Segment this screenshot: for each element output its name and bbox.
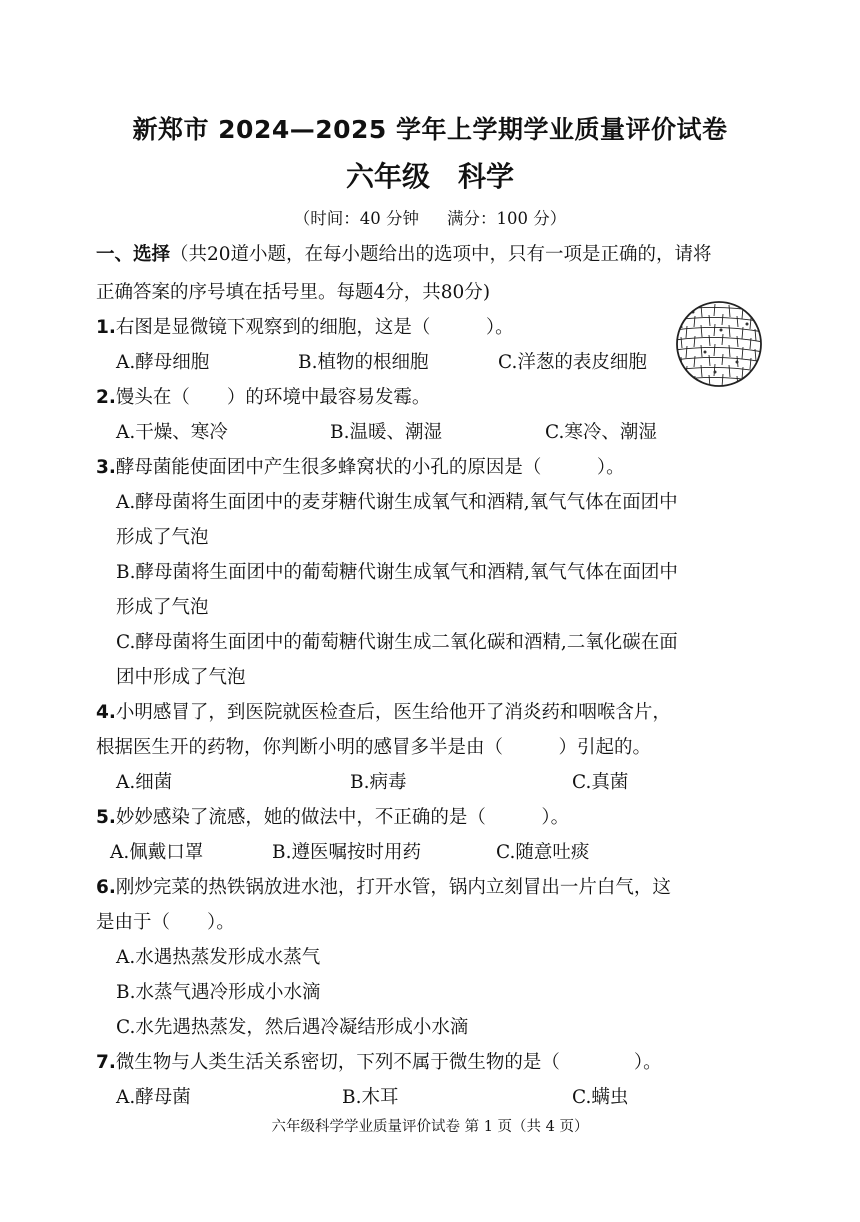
question-7-option-b: B.木耳 (342, 1087, 399, 1108)
grade-label: 六年级 (345, 160, 430, 193)
question-2-option-a: A.干燥、寒冷 (116, 422, 228, 443)
question-6-stem-cont: 是由于（ ）。 (96, 912, 235, 933)
question-7-stem: 7.微生物与人类生活关系密切，下列不属于微生物的是（ ）。 (96, 1052, 662, 1073)
question-6-option-a: A.水遇热蒸发形成水蒸气 (116, 947, 321, 968)
question-2-option-c: C.寒冷、潮湿 (545, 422, 657, 443)
question-5-option-b: B.遵医嘱按时用药 (272, 842, 421, 863)
question-5-stem: 5.妙妙感染了流感，她的做法中，不正确的是（ ）。 (96, 807, 570, 828)
exam-time-score (0, 205, 860, 229)
subject-label: 科学 (458, 160, 515, 193)
question-5-option-a: A.佩戴口罩 (110, 842, 204, 863)
question-1-option-b: B.植物的根细胞 (298, 352, 429, 373)
question-6-stem: 6.刚炒完菜的热铁锅放进水池，打开水管，锅内立刻冒出一片白气，这 (96, 877, 671, 898)
question-3-stem: 3.酵母菌能使面团中产生很多蜂窝状的小孔的原因是（ ）。 (96, 457, 625, 478)
question-3-option-b-cont: 形成了气泡 (116, 597, 209, 618)
question-3-option-c: C.酵母菌将生面团中的葡萄糖代谢生成二氧化碳和酒精,二氧化碳在面 (116, 632, 678, 653)
exam-title: 新郑市 2024—2025 学年上学期学业质量评价试卷 (132, 115, 728, 144)
question-2-option-b: B.温暖、潮湿 (330, 422, 442, 443)
question-7-option-a: A.酵母菌 (116, 1087, 191, 1108)
exam-time: （时间：40 分钟 (293, 209, 419, 228)
question-4-stem: 4.小明感冒了，到医院就医检查后，医生给他开了消炎药和咽喉含片， (96, 702, 671, 723)
question-2-stem: 2.馒头在（ ）的环境中最容易发霉。 (96, 387, 431, 408)
question-3-option-a: A.酵母菌将生面团中的麦芽糖代谢生成氧气和酒精,氧气气体在面团中 (116, 492, 678, 513)
question-6-option-c: C.水先遇热蒸发，然后遇冷凝结形成小水滴 (116, 1017, 469, 1038)
question-3-option-c-cont: 团中形成了气泡 (116, 667, 246, 688)
question-1-option-a: A.酵母细胞 (116, 352, 210, 373)
section-1-instruction-line-1: 一、选择（共20道小题，在每小题给出的选项中，只有一项是正确的，请将 (96, 244, 712, 265)
question-5-option-c: C.随意吐痰 (496, 842, 590, 863)
question-1-option-c: C.洋葱的表皮细胞 (498, 352, 647, 373)
question-4-option-a: A.细菌 (116, 772, 173, 793)
question-6-option-b: B.水蒸气遇冷形成小水滴 (116, 982, 321, 1003)
section-1-heading: 一、选择 (96, 244, 171, 265)
page-footer: 六年级科学学业质量评价试卷 第 1 页（共 4 页） (271, 1119, 589, 1135)
exam-full-score: 满分：100 分） (447, 209, 567, 228)
question-4-option-c: C.真菌 (572, 772, 629, 793)
question-7-option-c: C.螨虫 (572, 1087, 629, 1108)
question-4-option-b: B.病毒 (350, 772, 407, 793)
question-1-stem: 1.右图是显微镜下观察到的细胞，这是（ ）。 (96, 317, 514, 338)
section-1-instruction-line-2: 正确答案的序号填在括号里。每题4分，共80分) (96, 282, 491, 303)
microscope-cell-figure (675, 300, 763, 388)
question-4-stem-cont: 根据医生开的药物，你判断小明的感冒多半是由（ ）引起的。 (96, 737, 652, 758)
question-3-option-a-cont: 形成了气泡 (116, 527, 209, 548)
question-3-option-b: B.酵母菌将生面团中的葡萄糖代谢生成氧气和酒精,氧气气体在面团中 (116, 562, 678, 583)
exam-subtitle (0, 155, 860, 195)
